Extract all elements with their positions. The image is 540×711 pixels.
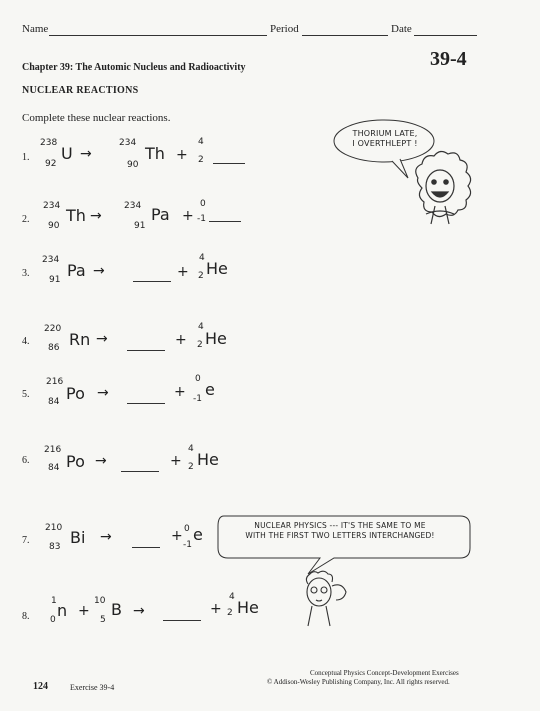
scientist-icon <box>306 571 346 626</box>
bubble-line: WITH THE FIRST TWO LETTERS INTERCHANGED! <box>245 531 435 540</box>
arrow-icon: → <box>96 331 108 347</box>
mass-number: 4 <box>199 253 205 263</box>
date-label: Date <box>391 23 412 35</box>
plus-sign: + <box>171 528 183 544</box>
arrow-icon: → <box>80 146 92 162</box>
mass-number: 4 <box>188 444 194 454</box>
footer-exercise: Exercise 39-4 <box>70 683 115 692</box>
atomic-number: -1 <box>197 214 206 224</box>
reaction-number: 1. <box>22 152 30 163</box>
atomic-number: 83 <box>49 542 61 552</box>
answer-blank[interactable] <box>213 163 245 164</box>
element-symbol: U <box>61 144 73 163</box>
atomic-number: 2 <box>188 462 194 472</box>
mass-number: 4 <box>198 322 204 332</box>
name-field[interactable] <box>49 35 267 36</box>
plus-sign: + <box>177 264 189 280</box>
plus-sign: + <box>210 601 222 617</box>
atomic-number: 2 <box>198 271 204 281</box>
page-number: 124 <box>33 681 48 692</box>
element-symbol: n <box>57 601 68 620</box>
footer-book: Conceptual Physics Concept-Development Exercises <box>310 669 459 677</box>
atomic-number: 86 <box>48 343 60 353</box>
atomic-number: 2 <box>227 608 233 618</box>
mass-number: 4 <box>229 592 235 602</box>
element-symbol: Th <box>66 206 86 225</box>
arrow-icon: → <box>100 529 112 545</box>
answer-blank[interactable] <box>121 471 159 472</box>
atomic-number: 91 <box>49 275 61 285</box>
atomic-number: 84 <box>48 463 60 473</box>
arrow-icon: → <box>93 263 105 279</box>
period-label: Period <box>270 23 299 35</box>
date-field[interactable] <box>414 35 477 36</box>
reaction-number: 5. <box>22 389 30 400</box>
mass-number: 234 <box>124 201 142 211</box>
chapter-title: Chapter 39: The Automic Nucleus and Radioactivity <box>22 62 246 73</box>
plus-sign: + <box>78 603 90 619</box>
element-symbol: e <box>193 525 203 544</box>
footer-copyright: © Addison-Wesley Publishing Company, Inc. All rights reserved. <box>267 678 450 686</box>
section-title: NUCLEAR REACTIONS <box>22 85 139 96</box>
element-symbol: B <box>111 600 122 619</box>
thorium-bubble-text <box>343 129 427 149</box>
mass-number: 220 <box>44 324 62 334</box>
element-symbol: Po <box>66 452 85 471</box>
plus-sign: + <box>170 453 182 469</box>
element-symbol: Po <box>66 384 85 403</box>
reaction-number: 8. <box>22 611 30 622</box>
physics-bubble-text <box>222 521 458 541</box>
atomic-number: 90 <box>127 160 139 170</box>
atomic-number: 91 <box>134 221 146 231</box>
element-symbol: Pa <box>151 205 170 224</box>
plus-sign: + <box>175 332 187 348</box>
element-symbol: Bi <box>70 528 86 547</box>
atomic-number: 92 <box>45 159 57 169</box>
exercise-code: 39-4 <box>430 48 467 70</box>
atomic-number: 90 <box>48 221 60 231</box>
atomic-number: -1 <box>193 394 202 404</box>
arrow-icon: → <box>95 453 107 469</box>
element-symbol: He <box>237 598 259 617</box>
mass-number: 10 <box>94 596 106 606</box>
reaction-number: 3. <box>22 268 30 279</box>
reaction-number: 7. <box>22 535 30 546</box>
mass-number: 0 <box>184 524 190 534</box>
speech-bubble-tail <box>392 159 408 178</box>
element-symbol: Th <box>145 144 165 163</box>
mass-number: 210 <box>45 523 63 533</box>
answer-blank[interactable] <box>127 350 165 351</box>
mass-number: 1 <box>51 596 57 606</box>
atomic-number: -1 <box>183 540 192 550</box>
mass-number: 216 <box>46 377 64 387</box>
element-symbol: He <box>197 450 219 469</box>
mass-number: 234 <box>43 201 61 211</box>
answer-blank[interactable] <box>209 221 241 222</box>
mass-number: 4 <box>198 137 204 147</box>
element-symbol: Rn <box>69 330 91 349</box>
atomic-number: 0 <box>50 615 56 625</box>
mass-number: 216 <box>44 445 62 455</box>
plus-sign: + <box>182 208 194 224</box>
arrow-icon: → <box>97 385 109 401</box>
plus-sign: + <box>176 147 188 163</box>
answer-blank[interactable] <box>127 403 165 404</box>
atomic-number: 5 <box>100 615 106 625</box>
girl-face-icon <box>416 151 471 224</box>
element-symbol: He <box>206 259 228 278</box>
mass-number: 234 <box>42 255 60 265</box>
answer-blank[interactable] <box>163 620 201 621</box>
bubble-line: I OVERTHLEPT ! <box>352 139 418 148</box>
mass-number: 0 <box>195 374 201 384</box>
mass-number: 238 <box>40 138 58 148</box>
period-field[interactable] <box>302 35 388 36</box>
name-label: Name <box>22 23 49 35</box>
reaction-number: 4. <box>22 336 30 347</box>
bubble-line: NUCLEAR PHYSICS --- IT'S THE SAME TO ME <box>254 521 426 530</box>
instruction-text: Complete these nuclear reactions. <box>22 112 171 124</box>
element-symbol: He <box>205 329 227 348</box>
arrow-icon: → <box>90 208 102 224</box>
answer-blank[interactable] <box>133 281 171 282</box>
mass-number: 234 <box>119 138 137 148</box>
reaction-number: 6. <box>22 455 30 466</box>
atomic-number: 2 <box>197 340 203 350</box>
arrow-icon: → <box>133 603 145 619</box>
element-symbol: e <box>205 380 215 399</box>
atomic-number: 84 <box>48 397 60 407</box>
plus-sign: + <box>174 384 186 400</box>
element-symbol: Pa <box>67 261 86 280</box>
answer-blank[interactable] <box>132 547 160 548</box>
reaction-number: 2. <box>22 214 30 225</box>
bubble-line: THORIUM LATE, <box>352 129 418 138</box>
mass-number: 0 <box>200 199 206 209</box>
atomic-number: 2 <box>198 155 204 165</box>
